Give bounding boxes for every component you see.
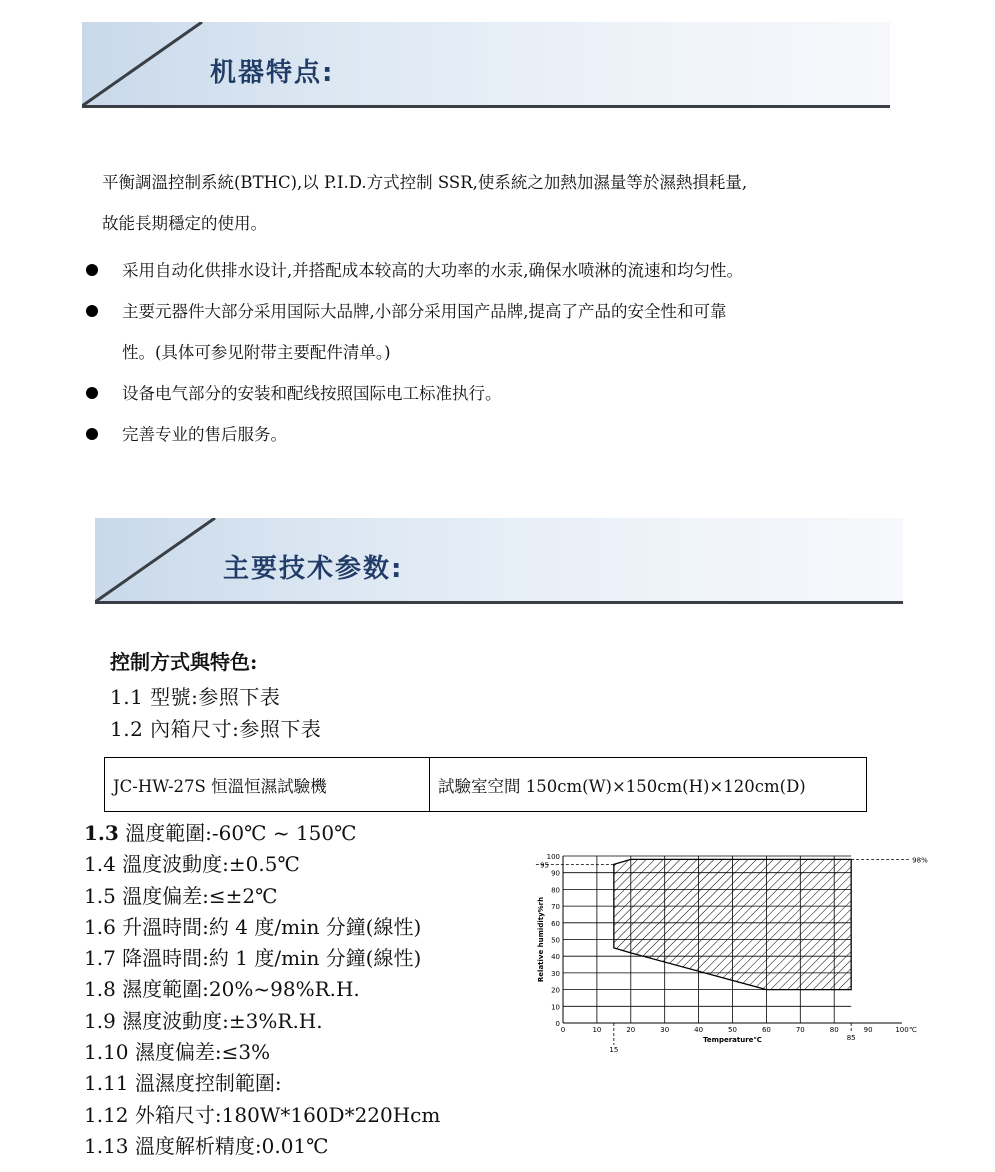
spec-text: 溫度解析精度:0.01℃ [128, 1133, 329, 1158]
feature-text: 采用自动化供排水设计,并搭配成本较高的大功率的水汞,确保水喷淋的流速和均匀性。 [122, 261, 743, 280]
spec-text: 溫濕度控制範圍: [128, 1071, 282, 1096]
list-item [84, 250, 934, 291]
spec-item [84, 974, 440, 1005]
x-tick-label: 30 [660, 1026, 670, 1034]
model-line: 1.1 型號:参照下表 [110, 685, 281, 709]
inner-box-line: 1.2 內箱尺寸:参照下表 [110, 717, 322, 741]
spec-text: 溫度範圍:-60℃ ~ 150℃ [118, 821, 357, 845]
x-tick-label: 40 [694, 1026, 704, 1034]
section-title: 主要技术参数: [223, 554, 404, 584]
y-tick-label: 50 [551, 936, 560, 945]
spec-item [84, 1068, 440, 1099]
spec-number: 1.6 [84, 914, 116, 939]
spec-text: 降溫時間:約 1 度/min 分鐘(線性) [115, 946, 422, 971]
spec-text: 濕度範圍:20%~98%R.H. [115, 977, 360, 1002]
annotation-label: 98% [912, 856, 928, 865]
x-tick-label: 80 [829, 1026, 839, 1034]
intro-line-1: 平衡調溫控制系統(BTHC),以 P.I.D.方式控制 SSR,使系統之加熱加濕量等於濕熱損耗量, [102, 173, 748, 192]
feature-list [84, 250, 934, 455]
annotation-label: 85 [846, 1034, 856, 1042]
spec-number: 1.5 [84, 883, 116, 908]
bullet-icon [86, 305, 98, 317]
list-item [84, 414, 934, 455]
y-tick-label: 10 [551, 1003, 560, 1012]
spec-text: 濕度偏差:≤3% [128, 1040, 271, 1065]
bullet-icon [86, 387, 98, 399]
x-tick-label: 90 [863, 1026, 873, 1034]
size-cell: 試驗室空間 150cm(W)×150cm(H)×120cm(D) [430, 758, 867, 812]
annotation-label: 95 [540, 861, 549, 870]
spec-number: 1.9 [84, 1008, 116, 1033]
control-heading: 控制方式與特色: [110, 650, 258, 674]
spec-text: 溫度偏差:≤±2℃ [115, 883, 278, 908]
x-tick-label: 100 [895, 1026, 909, 1034]
list-item [84, 291, 934, 373]
x-tick-label: 50 [728, 1026, 737, 1034]
y-tick-label: 20 [551, 986, 560, 995]
spec-text: 外箱尺寸:180W*160D*220Hcm [128, 1102, 441, 1127]
chart-region [614, 859, 851, 989]
annotation-label: 15 [609, 1046, 619, 1054]
y-tick-label: 90 [551, 869, 560, 878]
table-row [105, 758, 867, 812]
intro-paragraph [102, 162, 932, 244]
spec-item [84, 1037, 440, 1068]
spec-item [84, 1131, 440, 1162]
bullet-icon [86, 264, 98, 276]
banner-slash-decoration [95, 518, 903, 604]
x-tick-label: 10 [592, 1026, 602, 1034]
spec-item [84, 1100, 440, 1131]
spec-text: 溫度波動度:±0.5℃ [115, 852, 300, 877]
spec-item [84, 912, 440, 943]
y-tick-label: 100 [546, 853, 560, 861]
spec-number: 1.13 [84, 1133, 129, 1158]
x-unit-label: ℃ [909, 1026, 917, 1034]
bullet-icon [86, 428, 98, 440]
spec-text: 升溫時間:約 4 度/min 分鐘(線性) [115, 914, 422, 939]
spec-item [84, 943, 440, 974]
x-tick-label: 70 [795, 1026, 805, 1034]
list-item [84, 373, 934, 414]
spec-number: 1.3 [84, 821, 119, 845]
spec-item [84, 881, 440, 912]
temp-humidity-chart [530, 848, 930, 1063]
y-axis-title: Relative humidity%rh [537, 896, 545, 983]
y-tick-label: 60 [551, 919, 560, 928]
section-banner-specs [95, 518, 903, 604]
banner-rule [82, 105, 890, 108]
x-tick-label: 0 [560, 1026, 566, 1034]
model-cell: JC-HW-27S 恒溫恒濕試驗機 [105, 758, 430, 812]
y-tick-label: 30 [551, 969, 560, 978]
x-axis-title: Temperature℃ [703, 1036, 762, 1044]
section-banner-features [82, 22, 890, 108]
spec-list [84, 818, 440, 1162]
section-title: 机器特点: [210, 58, 335, 88]
spec-item [84, 849, 440, 880]
banner-rule [95, 601, 903, 604]
spec-item [84, 1006, 440, 1037]
spec-item [84, 818, 440, 849]
spec-number: 1.12 [84, 1102, 129, 1127]
intro-line-2: 故能長期穩定的使用。 [102, 214, 267, 233]
y-tick-label: 70 [551, 903, 560, 912]
feature-text-continued: 性。(具体可参见附带主要配件清单。) [122, 343, 391, 362]
spec-number: 1.8 [84, 977, 116, 1002]
spec-text: 濕度波動度:±3%R.H. [115, 1008, 323, 1033]
feature-text: 完善专业的售后服务。 [122, 425, 287, 444]
y-tick-label: 40 [551, 953, 560, 962]
feature-text: 主要元器件大部分采用国际大品牌,小部分采用国产品牌,提高了产品的安全性和可靠 [122, 302, 727, 321]
x-tick-label: 60 [761, 1026, 771, 1034]
spec-number: 1.10 [84, 1040, 129, 1065]
operating-region [614, 859, 851, 989]
feature-text: 设备电气部分的安装和配线按照国际电工标准执行。 [122, 384, 502, 403]
y-tick-label: 80 [551, 886, 560, 895]
model-table [104, 757, 867, 812]
spec-number: 1.7 [84, 946, 116, 971]
banner-slash-decoration [82, 22, 890, 108]
spec-number: 1.4 [84, 852, 116, 877]
y-tick-label: 0 [555, 1020, 560, 1028]
x-tick-label: 20 [626, 1026, 636, 1034]
spec-number: 1.11 [84, 1071, 129, 1096]
